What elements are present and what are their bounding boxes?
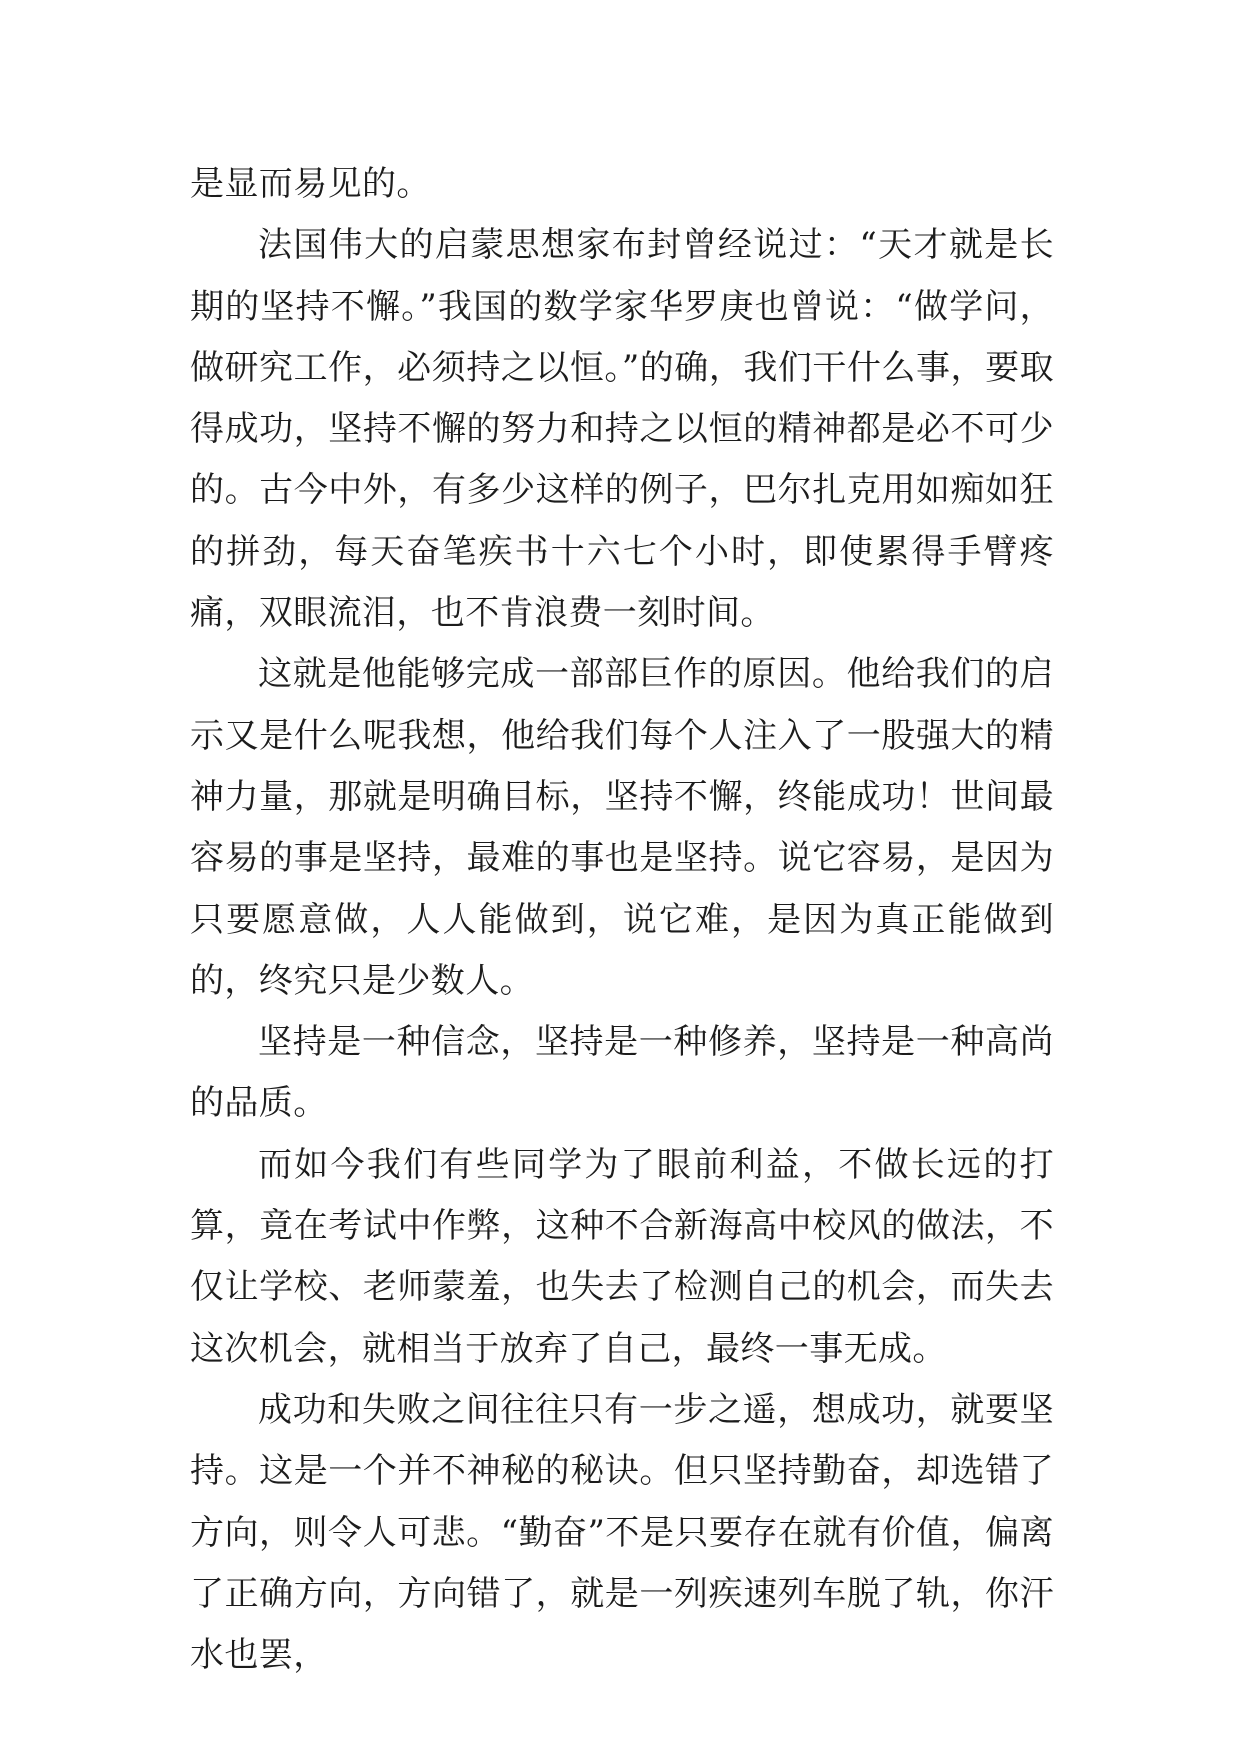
paragraph-1: 是显而易见的。: [190, 164, 431, 204]
paragraph-2: 法国伟大的启蒙思想家布封曾经说过：“天才就是长期的坚持不懈。”我国的数学家华罗庚也曾说：“做学问，做研究工作，必须持之以恒。”的确，我们干什么事，要取得成功，坚持不懈的努力和持之以恒的精神都是必不可少的。古今中外，有多少这样的例子，巴尔扎克用如痴如狂的拼劲，每天奋笔疾书十六七个小时，即使累得手臂疼痛，双眼流泪，也不肯浪费一刻时间。: [190, 225, 1054, 634]
paragraph-4: 坚持是一种信念，坚持是一种修养，坚持是一种高尚的品质。: [190, 1022, 1054, 1124]
document-body: [190, 154, 1054, 1686]
paragraph-5: 而如今我们有些同学为了眼前利益，不做长远的打算，竟在考试中作弊，这种不合新海高中校风的做法，不仅让学校、老师蒙羞，也失去了检测自己的机会，而失去这次机会，就相当于放弃了自己，最终一事无成。: [190, 1144, 1054, 1369]
paragraph-6: 成功和失败之间往往只有一步之遥，想成功，就要坚持。这是一个并不神秘的秘诀。但只坚持勤奋，却选错了方向，则令人可悲。“勤奋”不是只要存在就有价值，偏离了正确方向，方向错了，就是一列疾速列车脱了轨，你汗水也罢，: [190, 1389, 1054, 1676]
paragraph-3: 这就是他能够完成一部部巨作的原因。他给我们的启示又是什么呢我想，他给我们每个人注入了一股强大的精神力量，那就是明确目标，坚持不懈，终能成功！世间最容易的事是坚持，最难的事也是坚持。说它容易，是因为只要愿意做，人人能做到，说它难，是因为真正能做到的，终究只是少数人。: [190, 654, 1054, 1001]
